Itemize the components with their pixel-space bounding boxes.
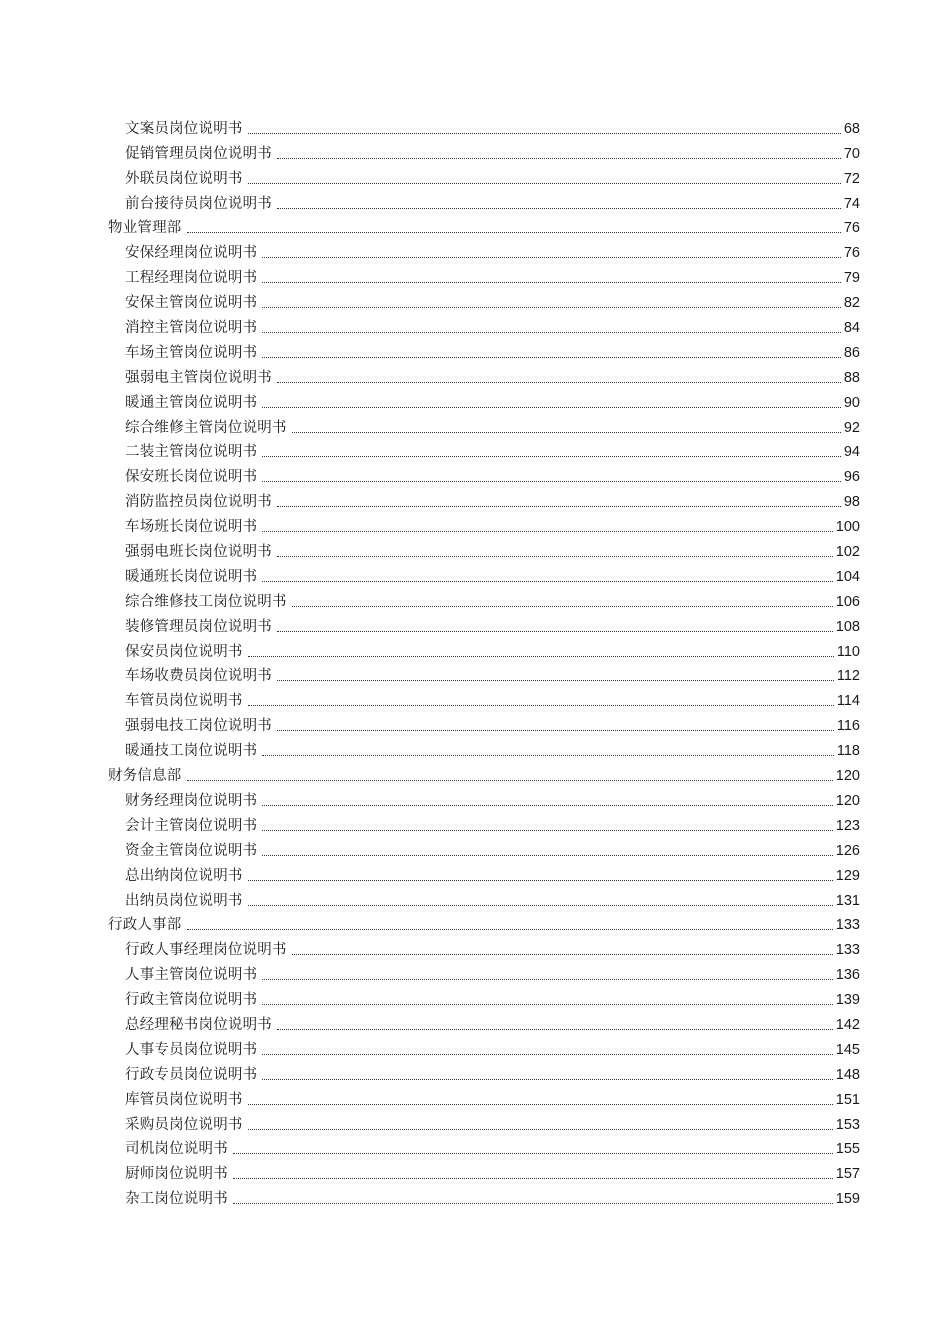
toc-page-number: 76 [843,245,860,262]
toc-page-number: 96 [843,469,860,486]
toc-dot-leader [262,456,841,457]
toc-page-number: 114 [836,693,860,710]
toc-entry[interactable] [108,1112,860,1137]
toc-entry-title: 财务经理岗位说明书 [125,792,258,809]
toc-entry-title: 杂工岗位说明书 [125,1191,228,1208]
toc-dot-leader [233,1203,833,1204]
toc-entry-title: 行政专员岗位说明书 [125,1066,258,1083]
toc-page-number: 153 [835,1116,860,1133]
toc-dot-leader [262,332,841,333]
toc-dot-leader [277,506,841,507]
toc-page-number: 142 [835,1016,860,1033]
toc-dot-leader [262,979,832,980]
toc-entry-title: 车管员岗位说明书 [125,693,243,710]
toc-page-number: 106 [835,593,860,610]
toc-dot-leader [292,606,833,607]
toc-dot-leader [292,432,841,433]
toc-dot-leader [233,1178,833,1179]
toc-entry-title: 保安班长岗位说明书 [125,469,258,486]
toc-entry-title: 总出纳岗位说明书 [125,867,243,884]
toc-dot-leader [262,407,841,408]
toc-entry[interactable] [108,141,860,166]
toc-page-number: 88 [843,369,860,386]
toc-entry-title: 综合维修技工岗位说明书 [125,593,287,610]
toc-entry-title: 行政主管岗位说明书 [125,992,258,1009]
toc-entry[interactable] [108,365,860,390]
toc-dot-leader [277,382,841,383]
toc-dot-leader [248,905,833,906]
toc-entry-title: 会计主管岗位说明书 [125,817,258,834]
toc-page-number: 79 [843,270,860,287]
toc-entry-title: 综合维修主管岗位说明书 [125,419,287,436]
toc-page-number: 90 [843,394,860,411]
toc-entry[interactable] [108,1062,860,1087]
toc-page-number: 155 [835,1141,860,1158]
toc-entry-title: 二装主管岗位说明书 [125,444,258,461]
toc-dot-leader [262,531,832,532]
toc-dot-leader [262,755,834,756]
toc-entry[interactable] [108,539,860,564]
toc-page-number: 120 [835,792,860,809]
toc-entry-title: 总经理秘书岗位说明书 [125,1016,272,1033]
toc-entry[interactable] [108,664,860,689]
toc-page-number: 159 [835,1191,860,1208]
toc-page-number: 100 [835,519,860,536]
toc-entry-title: 强弱电班长岗位说明书 [125,544,272,561]
toc-entry-title: 促销管理员岗位说明书 [125,145,272,162]
toc-entry-title: 消防监控员岗位说明书 [125,494,272,511]
toc-entry-title: 出纳员岗位说明书 [125,892,243,909]
toc-entry[interactable] [108,888,860,913]
toc-entry[interactable] [108,1161,860,1186]
toc-page-number: 133 [835,917,860,934]
toc-page-number: 82 [843,295,860,312]
toc-dot-leader [187,929,833,930]
toc-dot-leader [262,830,832,831]
toc-dot-leader [187,232,841,233]
toc-entry-title: 行政人事部 [108,917,182,934]
toc-page-number: 157 [835,1166,860,1183]
toc-dot-leader [292,954,833,955]
toc-dot-leader [248,1129,833,1130]
toc-entry-title: 暖通班长岗位说明书 [125,568,258,585]
toc-entry-title: 库管员岗位说明书 [125,1091,243,1108]
toc-entry[interactable] [108,937,860,962]
toc-entry[interactable] [108,440,860,465]
toc-section-heading[interactable] [108,216,860,241]
toc-entry-title: 人事专员岗位说明书 [125,1041,258,1058]
toc-dot-leader [277,730,834,731]
toc-entry-title: 暖通主管岗位说明书 [125,394,258,411]
toc-entry-title: 人事主管岗位说明书 [125,967,258,984]
toc-entry[interactable] [108,1087,860,1112]
toc-entry[interactable] [108,390,860,415]
toc-entry[interactable] [108,315,860,340]
toc-dot-leader [248,656,834,657]
toc-dot-leader [262,1079,832,1080]
toc-page-number: 74 [843,195,860,212]
toc-dot-leader [277,680,834,681]
toc-page-number: 145 [835,1041,860,1058]
toc-page-number: 70 [843,145,860,162]
toc-dot-leader [248,880,833,881]
toc-entry-title: 强弱电技工岗位说明书 [125,718,272,735]
toc-entry-title: 物业管理部 [108,220,182,237]
toc-entry-title: 暖通技工岗位说明书 [125,743,258,760]
toc-dot-leader [233,1153,833,1154]
toc-entry-title: 文案员岗位说明书 [125,120,243,137]
toc-entry[interactable] [108,1137,860,1162]
toc-entry[interactable] [108,191,860,216]
toc-entry[interactable] [108,987,860,1012]
toc-page-number: 110 [836,643,860,660]
toc-entry-title: 工程经理岗位说明书 [125,270,258,287]
toc-entry-title: 外联员岗位说明书 [125,170,243,187]
toc-entry[interactable] [108,713,860,738]
toc-section-heading[interactable] [108,763,860,788]
toc-page-number: 104 [835,568,860,585]
toc-entry-title: 车场班长岗位说明书 [125,519,258,536]
toc-page-number: 126 [835,842,860,859]
toc-entry[interactable] [108,240,860,265]
toc-page-number: 98 [843,494,860,511]
toc-entry-title: 消控主管岗位说明书 [125,320,258,337]
toc-entry-title: 保安员岗位说明书 [125,643,243,660]
toc-dot-leader [248,183,841,184]
toc-entry[interactable] [108,589,860,614]
toc-entry-title: 司机岗位说明书 [125,1141,228,1158]
toc-entry-title: 财务信息部 [108,768,182,785]
toc-entry[interactable] [108,340,860,365]
toc-dot-leader [262,1054,832,1055]
toc-page-number: 68 [843,120,860,137]
toc-dot-leader [277,1029,833,1030]
toc-entry-title: 前台接待员岗位说明书 [125,195,272,212]
toc-entry-title: 装修管理员岗位说明书 [125,618,272,635]
toc-entry-title: 安保主管岗位说明书 [125,295,258,312]
toc-dot-leader [262,257,841,258]
toc-entry[interactable] [108,166,860,191]
toc-page-number: 139 [835,992,860,1009]
toc-page-number: 120 [835,768,860,785]
toc-section-heading[interactable] [108,913,860,938]
toc-page-number: 136 [835,967,860,984]
toc-entry-title: 行政人事经理岗位说明书 [125,942,287,959]
toc-dot-leader [262,805,832,806]
toc-page-number: 151 [835,1091,860,1108]
toc-page-number: 84 [843,320,860,337]
toc-page-number: 131 [835,892,860,909]
toc-page-number: 123 [835,817,860,834]
toc-dot-leader [187,780,833,781]
toc-dot-leader [277,158,841,159]
toc-entry[interactable] [108,614,860,639]
toc-entry-title: 采购员岗位说明书 [125,1116,243,1133]
toc-page-number: 129 [835,867,860,884]
toc-entry-title: 车场收费员岗位说明书 [125,668,272,685]
toc-entry[interactable] [108,464,860,489]
toc-page-number: 102 [835,544,860,561]
toc-page-number: 116 [836,718,860,735]
toc-entry[interactable] [108,788,860,813]
toc-entry[interactable] [108,514,860,539]
toc-page-number: 72 [843,170,860,187]
toc-page-number: 108 [835,618,860,635]
toc-entry[interactable] [108,738,860,763]
toc-entry[interactable] [108,564,860,589]
toc-entry-title: 资金主管岗位说明书 [125,842,258,859]
toc-entry[interactable] [108,962,860,987]
toc-page-number: 86 [843,344,860,361]
toc-entry[interactable] [108,116,860,141]
toc-entry[interactable] [108,639,860,664]
toc-entry[interactable] [108,688,860,713]
toc-dot-leader [262,481,841,482]
toc-page-number: 148 [835,1066,860,1083]
toc-dot-leader [248,705,834,706]
toc-entry[interactable] [108,265,860,290]
toc-page-number: 133 [835,942,860,959]
toc-dot-leader [277,631,833,632]
toc-entry[interactable] [108,415,860,440]
toc-entry[interactable] [108,1186,860,1211]
table-of-contents [108,116,860,1211]
toc-entry-title: 强弱电主管岗位说明书 [125,369,272,386]
toc-dot-leader [262,307,841,308]
toc-dot-leader [262,581,832,582]
toc-entry[interactable] [108,838,860,863]
toc-page-number: 112 [836,668,860,685]
toc-entry[interactable] [108,1037,860,1062]
toc-dot-leader [262,855,832,856]
toc-page-number: 118 [836,743,860,760]
toc-entry[interactable] [108,1012,860,1037]
toc-page-number: 94 [843,444,860,461]
toc-dot-leader [262,282,841,283]
toc-dot-leader [262,357,841,358]
toc-dot-leader [277,208,841,209]
toc-entry[interactable] [108,489,860,514]
toc-entry-title: 厨师岗位说明书 [125,1166,228,1183]
toc-entry-title: 安保经理岗位说明书 [125,245,258,262]
toc-dot-leader [248,1104,833,1105]
toc-page-number: 92 [843,419,860,436]
toc-entry[interactable] [108,813,860,838]
toc-dot-leader [262,1004,832,1005]
toc-page-number: 76 [843,220,860,237]
toc-dot-leader [277,556,833,557]
toc-entry[interactable] [108,863,860,888]
toc-dot-leader [248,133,841,134]
toc-entry-title: 车场主管岗位说明书 [125,344,258,361]
toc-entry[interactable] [108,290,860,315]
